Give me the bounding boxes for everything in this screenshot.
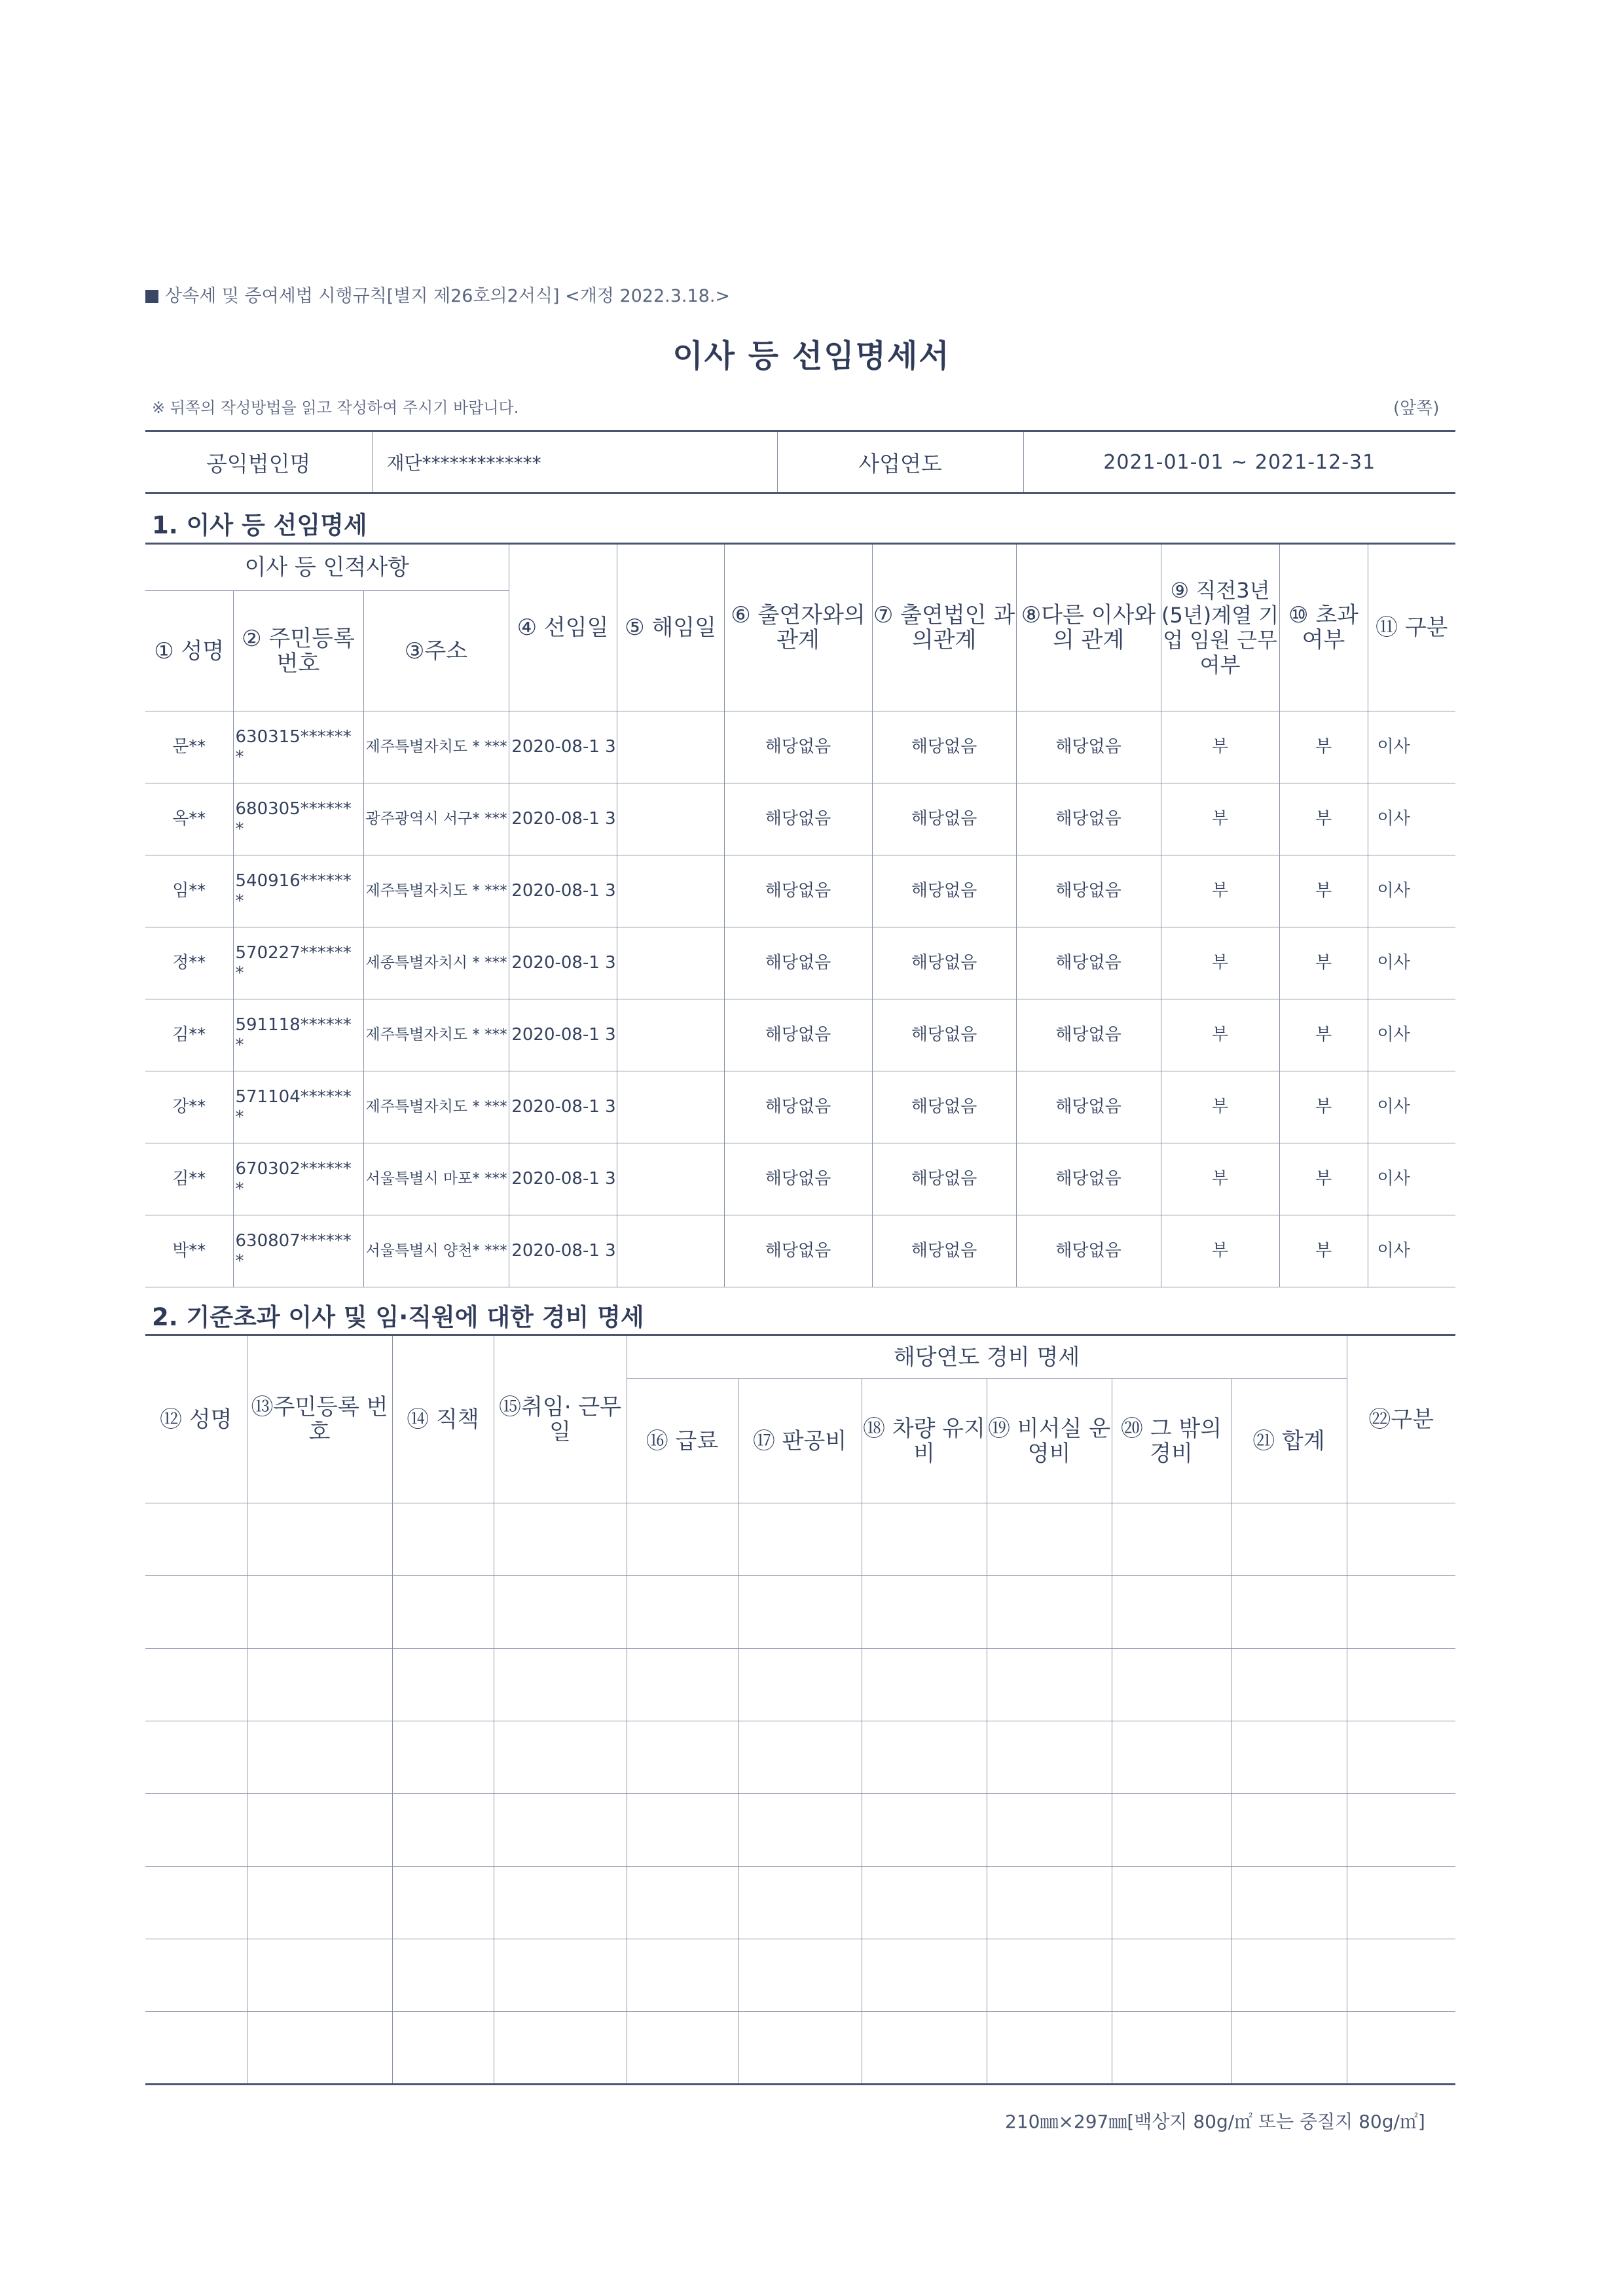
table-row bbox=[145, 2012, 1455, 2085]
header-category-2: ㉒구분 bbox=[1347, 1335, 1455, 1503]
expense-cell bbox=[392, 1721, 494, 1794]
address-cell: 제주특별자치도 * *** bbox=[363, 1071, 509, 1143]
expense-group-header: 해당연도 경비 명세 bbox=[627, 1335, 1347, 1379]
expense-cell bbox=[862, 1939, 987, 2012]
relation-directors-cell: 해당없음 bbox=[1016, 1071, 1161, 1143]
expense-cell bbox=[247, 2012, 392, 2085]
expense-detail-table bbox=[145, 1334, 1455, 2085]
expense-cell bbox=[247, 1721, 392, 1794]
expense-cell bbox=[247, 1867, 392, 1939]
expense-cell bbox=[1231, 1576, 1347, 1649]
relation-directors-cell: 해당없음 bbox=[1016, 783, 1161, 855]
expense-cell bbox=[392, 1649, 494, 1721]
square-bullet-icon bbox=[145, 290, 158, 303]
relation-corporation-cell: 해당없음 bbox=[872, 927, 1016, 999]
expense-cell bbox=[1347, 1794, 1455, 1867]
expense-cell bbox=[987, 1503, 1112, 1576]
excess-cell: 부 bbox=[1279, 711, 1368, 783]
header-relation-corporation: ⑦ 출연법인 과의관계 bbox=[872, 544, 1016, 711]
personal-info-group-header: 이사 등 인적사항 bbox=[145, 544, 509, 591]
dismissal-date-cell bbox=[617, 711, 724, 783]
expense-cell bbox=[987, 1867, 1112, 1939]
address-cell: 서울특별시 양천* *** bbox=[363, 1215, 509, 1287]
expense-cell bbox=[1112, 1503, 1231, 1576]
dismissal-date-cell bbox=[617, 1215, 724, 1287]
appointment-date-cell: 2020-08-1 3 bbox=[509, 783, 617, 855]
header-relation-contributor: ⑥ 출연자와의 관계 bbox=[724, 544, 872, 711]
relation-corporation-cell: 해당없음 bbox=[872, 1071, 1016, 1143]
excess-cell: 부 bbox=[1279, 1143, 1368, 1215]
relation-directors-cell: 해당없음 bbox=[1016, 927, 1161, 999]
expense-cell bbox=[627, 1576, 738, 1649]
expense-cell bbox=[627, 1721, 738, 1794]
resident-number-cell: 680305****** * bbox=[233, 783, 363, 855]
expense-cell bbox=[1347, 1649, 1455, 1721]
table-row bbox=[145, 1721, 1455, 1794]
table-row bbox=[145, 1649, 1455, 1721]
dismissal-date-cell bbox=[617, 855, 724, 927]
relation-corporation-cell: 해당없음 bbox=[872, 855, 1016, 927]
expense-cell bbox=[1347, 1576, 1455, 1649]
expense-cell bbox=[738, 1649, 862, 1721]
expense-cell bbox=[145, 1939, 247, 2012]
relation-contributor-cell: 해당없음 bbox=[724, 927, 872, 999]
expense-cell bbox=[1347, 2012, 1455, 2085]
resident-number-cell: 630807****** * bbox=[233, 1215, 363, 1287]
category-cell: 이사 bbox=[1368, 783, 1455, 855]
form-reference-text: 상속세 및 증여세법 시행규칙[별지 제26호의2서식] <개정 2022.3.18.> bbox=[165, 286, 731, 306]
expense-cell bbox=[1347, 1939, 1455, 2012]
expense-cell bbox=[1347, 1867, 1455, 1939]
expense-cell bbox=[494, 1939, 627, 2012]
expense-cell bbox=[1112, 1576, 1231, 1649]
header-excess: ⑩ 초과 여부 bbox=[1279, 544, 1368, 711]
address-cell: 제주특별자치도 * *** bbox=[363, 999, 509, 1071]
expense-cell bbox=[1231, 1503, 1347, 1576]
category-cell: 이사 bbox=[1368, 1143, 1455, 1215]
resident-number-cell: 630315****** * bbox=[233, 711, 363, 783]
expense-cell bbox=[1231, 1939, 1347, 2012]
dismissal-date-cell bbox=[617, 1143, 724, 1215]
expense-cell bbox=[987, 2012, 1112, 2085]
expense-cell bbox=[392, 2012, 494, 2085]
relation-directors-cell: 해당없음 bbox=[1016, 1143, 1161, 1215]
appointment-date-cell: 2020-08-1 3 bbox=[509, 711, 617, 783]
excess-cell: 부 bbox=[1279, 999, 1368, 1071]
expense-cell bbox=[1112, 1794, 1231, 1867]
corporation-info-table bbox=[145, 430, 1455, 494]
fiscal-year-label: 사업연도 bbox=[777, 431, 1023, 493]
header-salary: ⑯ 급료 bbox=[627, 1379, 738, 1503]
name-cell: 옥** bbox=[145, 783, 233, 855]
header-tenure: ⑮취임· 근무일 bbox=[494, 1335, 627, 1503]
table-row bbox=[145, 927, 1455, 999]
expense-cell bbox=[1231, 1721, 1347, 1794]
relation-contributor-cell: 해당없음 bbox=[724, 855, 872, 927]
category-cell: 이사 bbox=[1368, 999, 1455, 1071]
header-other-expenses: ⑳ 그 밖의 경비 bbox=[1112, 1379, 1231, 1503]
resident-number-cell: 570227****** * bbox=[233, 927, 363, 999]
relation-contributor-cell: 해당없음 bbox=[724, 1215, 872, 1287]
relation-contributor-cell: 해당없음 bbox=[724, 1143, 872, 1215]
relation-corporation-cell: 해당없음 bbox=[872, 783, 1016, 855]
excess-cell: 부 bbox=[1279, 783, 1368, 855]
corp-name-label: 공익법인명 bbox=[145, 431, 372, 493]
section2-title: 2. 기준초과 이사 및 임·직원에 대한 경비 명세 bbox=[152, 1303, 644, 1331]
name-cell: 박** bbox=[145, 1215, 233, 1287]
expense-cell bbox=[738, 1939, 862, 2012]
header-resident-number: ② 주민등록 번호 bbox=[233, 591, 363, 711]
expense-cell bbox=[1347, 1721, 1455, 1794]
section1-title: 1. 이사 등 선임명세 bbox=[152, 511, 367, 539]
name-cell: 김** bbox=[145, 1143, 233, 1215]
expense-cell bbox=[1231, 2012, 1347, 2085]
relation-contributor-cell: 해당없음 bbox=[724, 783, 872, 855]
expense-cell bbox=[738, 1503, 862, 1576]
dismissal-date-cell bbox=[617, 999, 724, 1071]
category-cell: 이사 bbox=[1368, 1071, 1455, 1143]
relation-contributor-cell: 해당없음 bbox=[724, 711, 872, 783]
table-row bbox=[145, 1143, 1455, 1215]
appointment-date-cell: 2020-08-1 3 bbox=[509, 999, 617, 1071]
table-row bbox=[145, 711, 1455, 783]
expense-cell bbox=[1231, 1649, 1347, 1721]
header-address: ③주소 bbox=[363, 591, 509, 711]
expense-cell bbox=[862, 1503, 987, 1576]
table-row bbox=[145, 855, 1455, 927]
expense-cell bbox=[627, 1939, 738, 2012]
affiliate-employment-cell: 부 bbox=[1161, 783, 1279, 855]
header-name: ① 성명 bbox=[145, 591, 233, 711]
excess-cell: 부 bbox=[1279, 855, 1368, 927]
relation-corporation-cell: 해당없음 bbox=[872, 999, 1016, 1071]
name-cell: 강** bbox=[145, 1071, 233, 1143]
expense-cell bbox=[987, 1939, 1112, 2012]
address-cell: 제주특별자치도 * *** bbox=[363, 855, 509, 927]
expense-cell bbox=[1347, 1503, 1455, 1576]
table-row bbox=[145, 1939, 1455, 2012]
header-affiliate-employment: ⑨ 직전3년 (5년)계열 기업 임원 근무여부 bbox=[1161, 544, 1279, 711]
address-cell: 세종특별자치시 * *** bbox=[363, 927, 509, 999]
table-row bbox=[145, 783, 1455, 855]
expense-cell bbox=[247, 1576, 392, 1649]
name-cell: 김** bbox=[145, 999, 233, 1071]
expense-cell bbox=[1231, 1867, 1347, 1939]
header-secretariat-cost: ⑲ 비서실 운영비 bbox=[987, 1379, 1112, 1503]
affiliate-employment-cell: 부 bbox=[1161, 1143, 1279, 1215]
relation-corporation-cell: 해당없음 bbox=[872, 711, 1016, 783]
expense-cell bbox=[392, 1867, 494, 1939]
header-relation-directors: ⑧다른 이사와의 관계 bbox=[1016, 544, 1161, 711]
resident-number-cell: 591118****** * bbox=[233, 999, 363, 1071]
document-title: 이사 등 선임명세서 bbox=[672, 338, 951, 374]
expense-cell bbox=[862, 2012, 987, 2085]
expense-cell bbox=[862, 1794, 987, 1867]
header-name-2: ⑫ 성명 bbox=[145, 1335, 247, 1503]
expense-cell bbox=[145, 1794, 247, 1867]
expense-cell bbox=[627, 1794, 738, 1867]
expense-cell bbox=[1112, 1721, 1231, 1794]
expense-cell bbox=[862, 1649, 987, 1721]
affiliate-employment-cell: 부 bbox=[1161, 999, 1279, 1071]
fiscal-year-value: 2021-01-01 ~ 2021-12-31 bbox=[1023, 431, 1455, 493]
address-cell: 제주특별자치도 * *** bbox=[363, 711, 509, 783]
header-resident-number-2: ⑬주민등록 번호 bbox=[247, 1335, 392, 1503]
expense-cell bbox=[987, 1794, 1112, 1867]
appointment-date-cell: 2020-08-1 3 bbox=[509, 1215, 617, 1287]
form-reference-note bbox=[145, 281, 730, 307]
expense-cell bbox=[145, 2012, 247, 2085]
expense-cell bbox=[987, 1649, 1112, 1721]
table-row bbox=[145, 1215, 1455, 1287]
table-row bbox=[145, 1867, 1455, 1939]
table-row bbox=[145, 999, 1455, 1071]
expense-cell bbox=[494, 1867, 627, 1939]
page-side-label: (앞쪽) bbox=[1393, 399, 1440, 418]
table-row bbox=[145, 1794, 1455, 1867]
address-cell: 광주광역시 서구* *** bbox=[363, 783, 509, 855]
expense-cell bbox=[627, 2012, 738, 2085]
corp-name-value: 재단************* bbox=[372, 431, 777, 493]
header-total: ㉑ 합계 bbox=[1231, 1379, 1347, 1503]
name-cell: 문** bbox=[145, 711, 233, 783]
affiliate-employment-cell: 부 bbox=[1161, 927, 1279, 999]
expense-cell bbox=[392, 1939, 494, 2012]
expense-cell bbox=[494, 1794, 627, 1867]
affiliate-employment-cell: 부 bbox=[1161, 711, 1279, 783]
expense-cell bbox=[247, 1939, 392, 2012]
dismissal-date-cell bbox=[617, 783, 724, 855]
relation-corporation-cell: 해당없음 bbox=[872, 1215, 1016, 1287]
appointment-date-cell: 2020-08-1 3 bbox=[509, 927, 617, 999]
dismissal-date-cell bbox=[617, 1071, 724, 1143]
category-cell: 이사 bbox=[1368, 855, 1455, 927]
resident-number-cell: 540916****** * bbox=[233, 855, 363, 927]
expense-cell bbox=[862, 1576, 987, 1649]
header-dismissal-date: ⑤ 해임일 bbox=[617, 544, 724, 711]
expense-cell bbox=[987, 1721, 1112, 1794]
relation-directors-cell: 해당없음 bbox=[1016, 999, 1161, 1071]
relation-directors-cell: 해당없음 bbox=[1016, 711, 1161, 783]
affiliate-employment-cell: 부 bbox=[1161, 855, 1279, 927]
expense-cell bbox=[494, 1576, 627, 1649]
appointment-date-cell: 2020-08-1 3 bbox=[509, 855, 617, 927]
expense-cell bbox=[247, 1794, 392, 1867]
category-cell: 이사 bbox=[1368, 1215, 1455, 1287]
table-row bbox=[145, 1576, 1455, 1649]
expense-cell bbox=[862, 1867, 987, 1939]
director-appointment-table bbox=[145, 543, 1455, 1287]
relation-corporation-cell: 해당없음 bbox=[872, 1143, 1016, 1215]
expense-cell bbox=[145, 1721, 247, 1794]
excess-cell: 부 bbox=[1279, 927, 1368, 999]
excess-cell: 부 bbox=[1279, 1215, 1368, 1287]
expense-cell bbox=[494, 1649, 627, 1721]
resident-number-cell: 571104****** * bbox=[233, 1071, 363, 1143]
expense-cell bbox=[247, 1503, 392, 1576]
expense-cell bbox=[145, 1649, 247, 1721]
expense-cell bbox=[392, 1794, 494, 1867]
expense-cell bbox=[1112, 2012, 1231, 2085]
header-business-expense: ⑰ 판공비 bbox=[738, 1379, 862, 1503]
header-vehicle-maintenance: ⑱ 차량 유지비 bbox=[862, 1379, 987, 1503]
expense-cell bbox=[1112, 1939, 1231, 2012]
table-row bbox=[145, 1503, 1455, 1576]
expense-cell bbox=[738, 1576, 862, 1649]
expense-cell bbox=[494, 2012, 627, 2085]
expense-cell bbox=[1231, 1794, 1347, 1867]
affiliate-employment-cell: 부 bbox=[1161, 1215, 1279, 1287]
relation-contributor-cell: 해당없음 bbox=[724, 999, 872, 1071]
expense-cell bbox=[247, 1649, 392, 1721]
header-position: ⑭ 직책 bbox=[392, 1335, 494, 1503]
instruction-note: ※ 뒤쪽의 작성방법을 읽고 작성하여 주시기 바랍니다. bbox=[152, 399, 519, 417]
expense-cell bbox=[494, 1721, 627, 1794]
expense-cell bbox=[392, 1503, 494, 1576]
address-cell: 서울특별시 마포* *** bbox=[363, 1143, 509, 1215]
name-cell: 정** bbox=[145, 927, 233, 999]
expense-cell bbox=[1112, 1649, 1231, 1721]
appointment-date-cell: 2020-08-1 3 bbox=[509, 1143, 617, 1215]
expense-cell bbox=[738, 1794, 862, 1867]
expense-cell bbox=[738, 1721, 862, 1794]
header-category: ⑪ 구분 bbox=[1368, 544, 1455, 711]
expense-cell bbox=[392, 1576, 494, 1649]
relation-directors-cell: 해당없음 bbox=[1016, 1215, 1161, 1287]
expense-cell bbox=[627, 1649, 738, 1721]
category-cell: 이사 bbox=[1368, 711, 1455, 783]
excess-cell: 부 bbox=[1279, 1071, 1368, 1143]
affiliate-employment-cell: 부 bbox=[1161, 1071, 1279, 1143]
expense-cell bbox=[862, 1721, 987, 1794]
expense-cell bbox=[627, 1503, 738, 1576]
expense-cell bbox=[145, 1867, 247, 1939]
expense-cell bbox=[494, 1503, 627, 1576]
expense-cell bbox=[145, 1576, 247, 1649]
resident-number-cell: 670302****** * bbox=[233, 1143, 363, 1215]
header-appointment-date: ④ 선임일 bbox=[509, 544, 617, 711]
expense-cell bbox=[738, 1867, 862, 1939]
expense-cell bbox=[987, 1576, 1112, 1649]
relation-directors-cell: 해당없음 bbox=[1016, 855, 1161, 927]
expense-cell bbox=[627, 1867, 738, 1939]
dismissal-date-cell bbox=[617, 927, 724, 999]
expense-cell bbox=[738, 2012, 862, 2085]
category-cell: 이사 bbox=[1368, 927, 1455, 999]
expense-cell bbox=[1112, 1867, 1231, 1939]
paper-spec-footer: 210㎜×297㎜[백상지 80g/㎡ 또는 중질지 80g/㎡] bbox=[1005, 2111, 1425, 2132]
table-row bbox=[145, 1071, 1455, 1143]
name-cell: 임** bbox=[145, 855, 233, 927]
relation-contributor-cell: 해당없음 bbox=[724, 1071, 872, 1143]
expense-cell bbox=[145, 1503, 247, 1576]
appointment-date-cell: 2020-08-1 3 bbox=[509, 1071, 617, 1143]
